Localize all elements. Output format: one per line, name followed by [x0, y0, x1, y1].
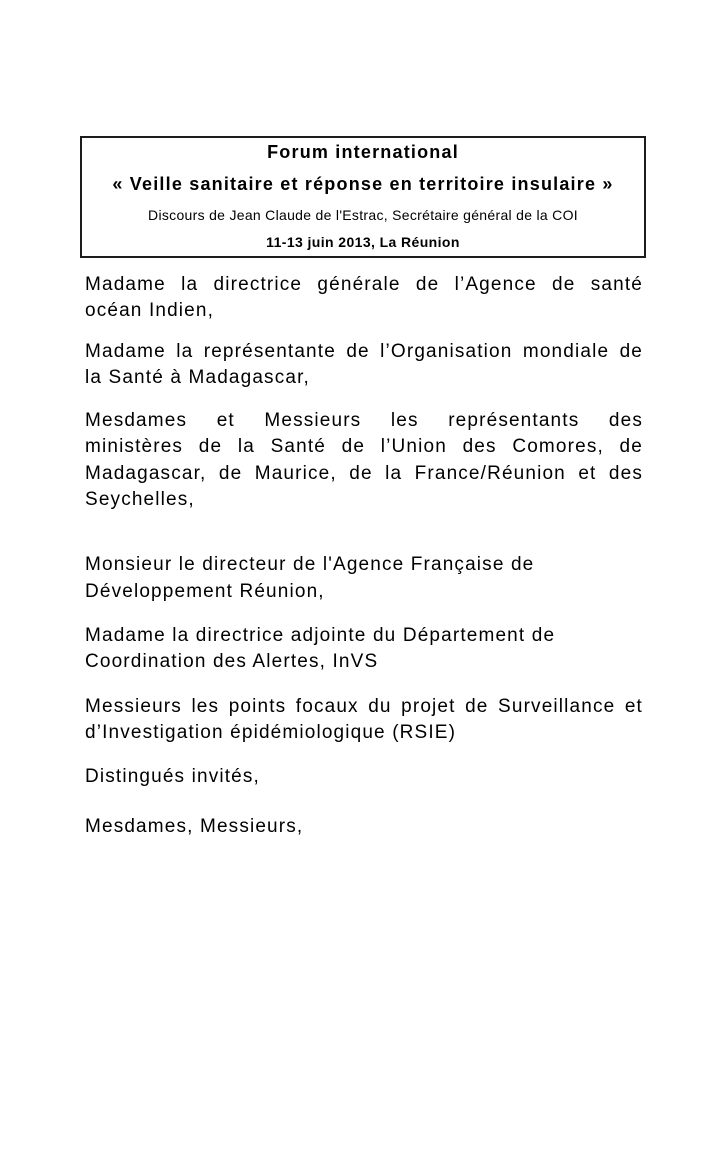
text-line: Madame la directrice adjointe du Département de	[85, 624, 556, 646]
text-line: Développement Réunion,	[85, 580, 325, 602]
text-line: Mesdames et Messieurs les représentants des	[85, 410, 643, 432]
paragraph	[85, 694, 643, 747]
header-box	[80, 136, 646, 258]
body-paragraphs	[85, 272, 643, 841]
text-line: d’Investigation épidémiologique (RSIE)	[85, 721, 457, 743]
paragraph	[85, 764, 643, 790]
text-line: Coordination des Alertes, InVS	[85, 651, 379, 673]
paragraph	[85, 814, 643, 840]
forum-title: Forum international	[267, 142, 459, 162]
event-date-location: 11-13 juin 2013, La Réunion	[266, 234, 460, 250]
speech-attribution: Discours de Jean Claude de l'Estrac, Secrétaire général de la COI	[148, 207, 578, 223]
paragraph	[85, 339, 643, 392]
paragraph	[85, 272, 643, 325]
paragraph	[85, 623, 643, 676]
text-line: Seychelles,	[85, 489, 195, 511]
text-line: océan Indien,	[85, 300, 215, 322]
document-page	[0, 136, 724, 1160]
text-line: Madame la représentante de l’Organisation mondiale de	[85, 340, 643, 362]
text-line: Messieurs les points focaux du projet de Surveillance et	[85, 695, 643, 717]
text-line: Distingués invités,	[85, 766, 260, 788]
text-line: Monsieur le directeur de l'Agence Française de	[85, 554, 535, 576]
text-line: la Santé à Madagascar,	[85, 366, 310, 388]
text-line: Madame la directrice générale de l’Agence de santé	[85, 274, 643, 295]
text-line: Madagascar, de Maurice, de la France/Réunion et des	[85, 462, 643, 484]
forum-subtitle: « Veille sanitaire et réponse en territoire insulaire »	[112, 174, 614, 194]
paragraph	[85, 552, 643, 605]
paragraph	[85, 408, 643, 513]
text-line: ministères de la Santé de l’Union des Comores, de	[85, 436, 643, 458]
text-line: Mesdames, Messieurs,	[85, 816, 304, 838]
